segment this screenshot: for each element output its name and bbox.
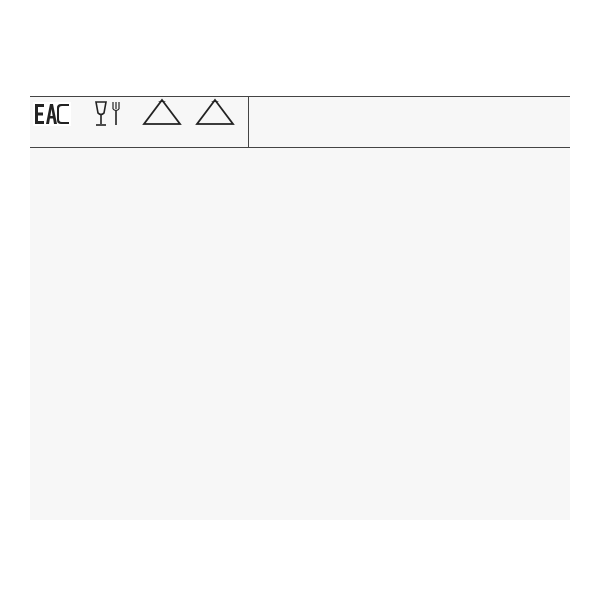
recycle-pap-icon [193, 98, 237, 132]
certification-logos [30, 97, 249, 147]
label-header [30, 96, 570, 148]
label-sheet [30, 96, 570, 520]
recycle-hdpe-icon [140, 98, 184, 132]
eac-mark-icon [32, 101, 72, 127]
food-contact-glass-fork-icon [88, 99, 126, 129]
